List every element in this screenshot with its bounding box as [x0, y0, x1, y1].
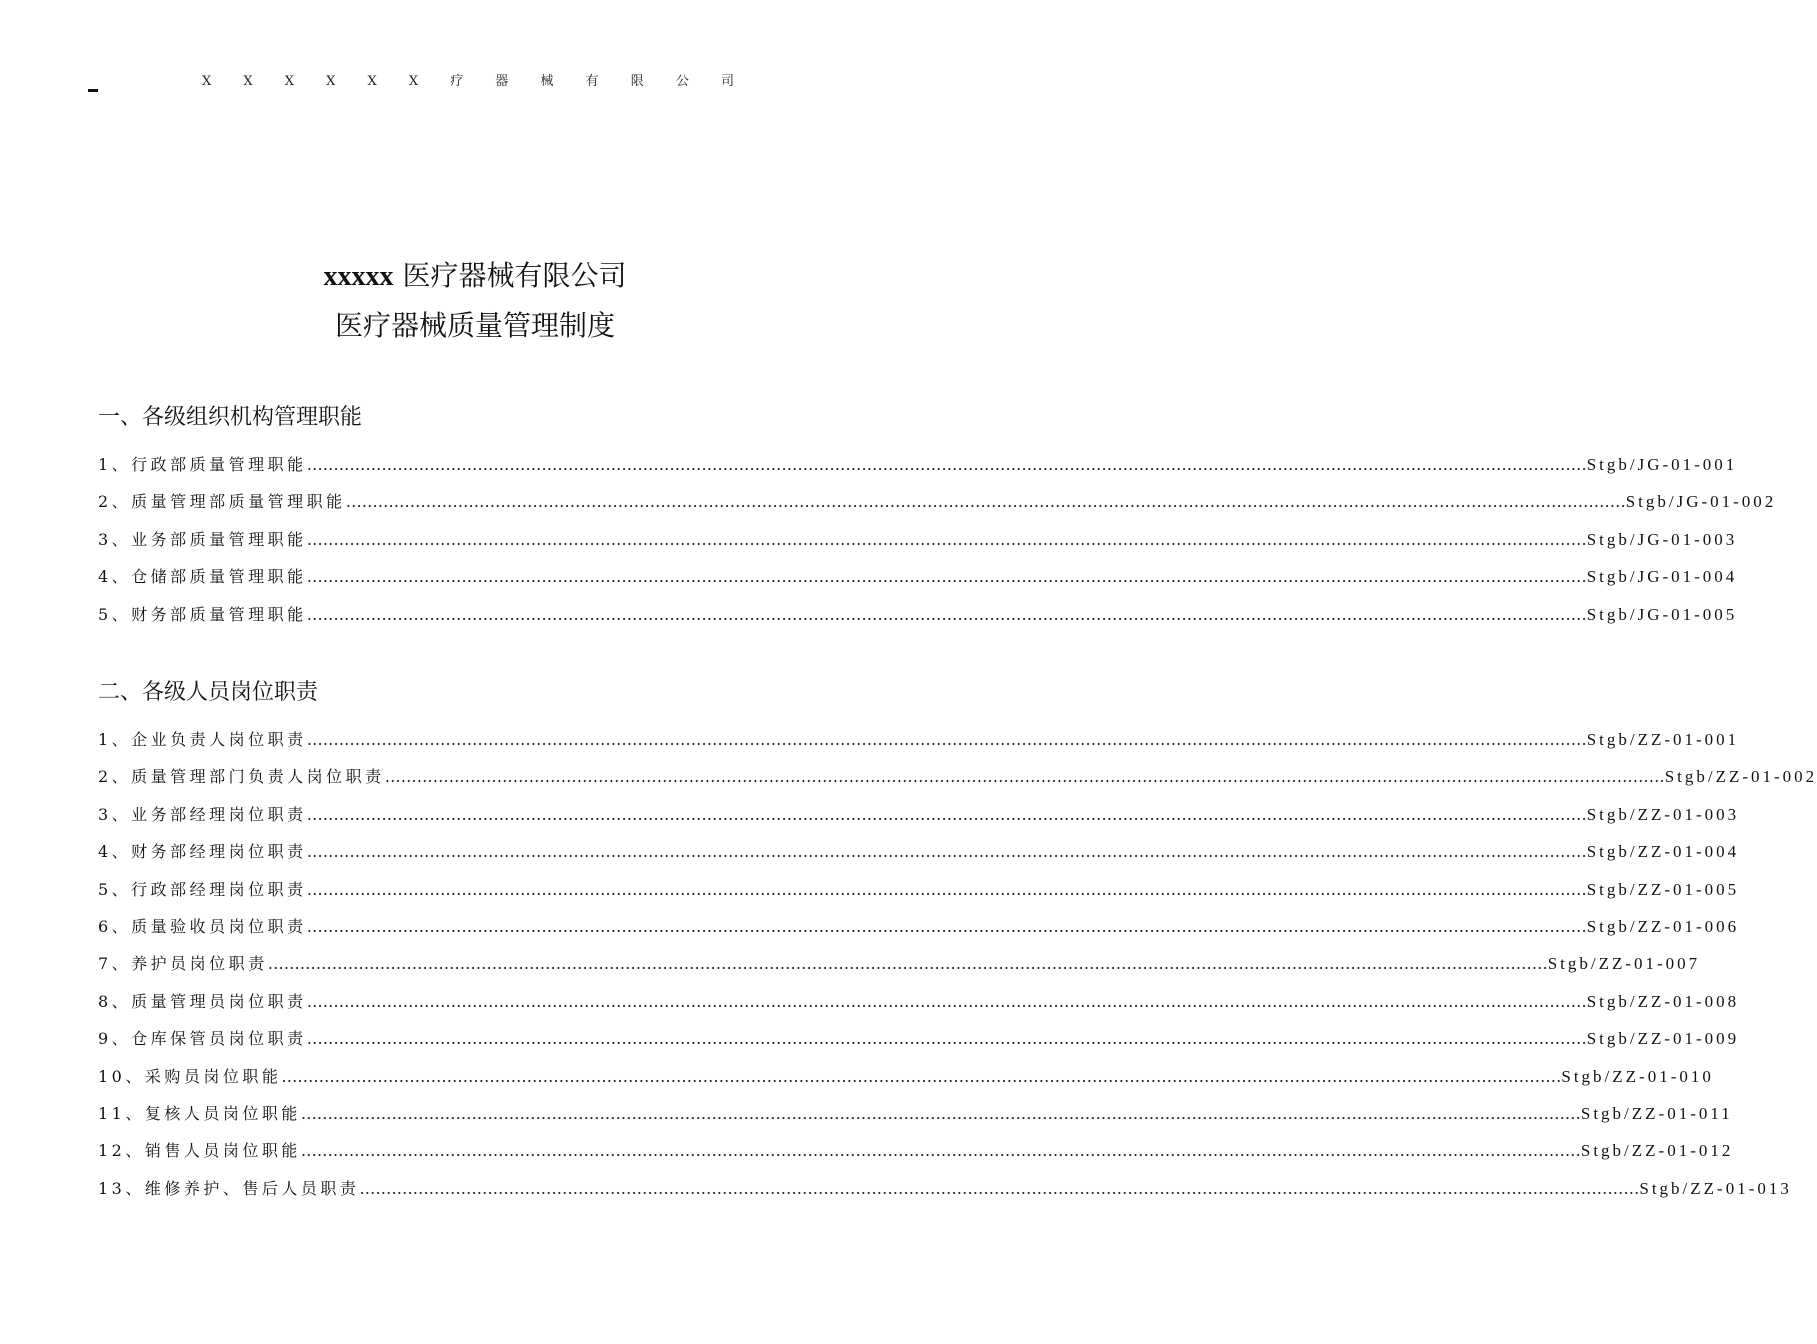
running-header: X X X X X X 疗 器 械 有 限 公 司	[201, 74, 749, 89]
document-title-line1	[0, 254, 950, 294]
toc-list-org-functions	[98, 452, 1777, 639]
toc-entry-label: 2、质量管理部门负责人岗位职责	[98, 767, 385, 787]
title-company: 医疗器械有限公司	[402, 259, 627, 292]
toc-entry[interactable]	[98, 1138, 1734, 1175]
toc-dot-leader: ……………………………………………………………………………………………………………………………………………………………………………………………………………………	[345, 492, 1626, 512]
toc-entry-code: Stgb/ZZ-01-003	[1586, 804, 1740, 824]
toc-entry-code: Stgb/ZZ-01-002	[1664, 767, 1817, 787]
toc-entry-label: 4、仓储部质量管理职能	[98, 567, 307, 587]
toc-entry[interactable]	[98, 1026, 1740, 1063]
toc-entry-code: Stgb/ZZ-01-008	[1586, 991, 1740, 1011]
toc-entry-label: 13、维修养护、售后人员职责	[98, 1178, 360, 1198]
toc-dot-leader: ……………………………………………………………………………………………………………………………………………………………………………………………………………………	[306, 529, 1587, 549]
toc-entry-code: Stgb/ZZ-01-006	[1586, 916, 1740, 936]
toc-entry-code: Stgb/ZZ-01-009	[1586, 1029, 1740, 1049]
toc-entry[interactable]	[98, 1101, 1733, 1138]
toc-entry-label: 8、质量管理员岗位职责	[98, 991, 307, 1011]
toc-dot-leader: ……………………………………………………………………………………………………………………………………………………………………………………………………………………	[306, 1029, 1587, 1049]
toc-entry-code: Stgb/JG-01-003	[1586, 529, 1738, 549]
toc-entry-code: Stgb/ZZ-01-005	[1586, 879, 1740, 899]
toc-entry-code: Stgb/ZZ-01-001	[1586, 730, 1740, 749]
toc-entry-label: 4、财务部经理岗位职责	[98, 842, 307, 862]
toc-entry-code: Stgb/ZZ-01-007	[1547, 954, 1701, 974]
toc-entry-code: Stgb/ZZ-01-013	[1639, 1178, 1792, 1198]
toc-entry-label: 7、养护员岗位职责	[98, 954, 268, 974]
toc-entry-label: 10、采购员岗位职能	[98, 1066, 282, 1086]
toc-entry[interactable]	[98, 1176, 1792, 1213]
toc-entry-label: 12、销售人员岗位职能	[98, 1141, 301, 1161]
toc-entry-code: Stgb/JG-01-001	[1586, 455, 1738, 474]
toc-entry[interactable]	[98, 951, 1701, 988]
toc-entry[interactable]	[98, 527, 1738, 564]
toc-entry[interactable]	[98, 489, 1777, 526]
toc-entry[interactable]	[98, 877, 1740, 914]
section-heading-staff-duties: 二、各级人员岗位职责	[98, 680, 319, 705]
toc-entry-label: 3、业务部经理岗位职责	[98, 804, 307, 824]
toc-entry-label: 6、质量验收员岗位职责	[98, 916, 307, 936]
toc-dot-leader: ……………………………………………………………………………………………………………………………………………………………………………………………………………………	[306, 455, 1587, 474]
toc-entry-label: 1、企业负责人岗位职责	[98, 730, 307, 749]
toc-entry-code: Stgb/ZZ-01-010	[1561, 1066, 1714, 1086]
toc-entry-label: 5、行政部经理岗位职责	[98, 879, 307, 899]
toc-entry-code: Stgb/JG-01-002	[1625, 492, 1777, 512]
toc-entry-code: Stgb/ZZ-01-012	[1580, 1141, 1734, 1161]
toc-dot-leader: ……………………………………………………………………………………………………………………………………………………………………………………………………………………	[306, 604, 1587, 624]
toc-entry-label: 2、质量管理部质量管理职能	[98, 492, 346, 512]
toc-dot-leader: ……………………………………………………………………………………………………………………………………………………………………………………………………………………	[306, 842, 1587, 862]
toc-entry[interactable]	[98, 764, 1817, 801]
toc-entry[interactable]	[98, 914, 1740, 951]
toc-entry-label: 11、复核人员岗位职能	[98, 1103, 301, 1123]
toc-entry-label: 3、业务部质量管理职能	[98, 529, 307, 549]
toc-entry-label: 5、财务部质量管理职能	[98, 604, 307, 624]
toc-dot-leader: ……………………………………………………………………………………………………………………………………………………………………………………………………………………	[300, 1141, 1581, 1161]
toc-entry[interactable]	[98, 839, 1740, 876]
toc-entry-label: 1、行政部质量管理职能	[98, 455, 307, 474]
toc-dot-leader: ……………………………………………………………………………………………………………………………………………………………………………………………………………………	[306, 991, 1587, 1011]
toc-dot-leader: ……………………………………………………………………………………………………………………………………………………………………………………………………………………	[359, 1178, 1640, 1198]
toc-entry[interactable]	[98, 1064, 1714, 1101]
toc-entry[interactable]	[98, 802, 1740, 839]
toc-entry[interactable]	[98, 452, 1738, 489]
toc-entry[interactable]	[98, 989, 1740, 1026]
toc-entry[interactable]	[98, 602, 1738, 639]
toc-dot-leader: ……………………………………………………………………………………………………………………………………………………………………………………………………………………	[300, 1103, 1581, 1123]
toc-list-staff-duties	[98, 727, 1817, 1213]
toc-entry-label: 9、仓库保管员岗位职责	[98, 1029, 307, 1049]
header-mark	[88, 89, 98, 92]
toc-dot-leader: ……………………………………………………………………………………………………………………………………………………………………………………………………………………	[306, 730, 1587, 749]
document-title-line2: 医疗器械质量管理制度	[334, 309, 615, 342]
section-heading-org-functions: 一、各级组织机构管理职能	[98, 405, 363, 430]
toc-dot-leader: ……………………………………………………………………………………………………………………………………………………………………………………………………………………	[306, 879, 1587, 899]
toc-entry-code: Stgb/JG-01-004	[1586, 567, 1738, 587]
toc-dot-leader: ……………………………………………………………………………………………………………………………………………………………………………………………………………………	[306, 567, 1587, 587]
toc-dot-leader: ……………………………………………………………………………………………………………………………………………………………………………………………………………………	[306, 804, 1587, 824]
toc-entry[interactable]	[98, 727, 1740, 764]
toc-dot-leader: ……………………………………………………………………………………………………………………………………………………………………………………………………………………	[281, 1066, 1562, 1086]
toc-dot-leader: ……………………………………………………………………………………………………………………………………………………………………………………………………………………	[267, 954, 1548, 974]
toc-dot-leader: ……………………………………………………………………………………………………………………………………………………………………………………………………………………	[384, 767, 1665, 787]
toc-entry-code: Stgb/JG-01-005	[1586, 604, 1738, 624]
toc-entry-code: Stgb/ZZ-01-011	[1580, 1103, 1733, 1123]
toc-entry-code: Stgb/ZZ-01-004	[1586, 842, 1740, 862]
toc-entry[interactable]	[98, 564, 1738, 601]
title-prefix: xxxxx	[323, 261, 394, 292]
toc-dot-leader: ……………………………………………………………………………………………………………………………………………………………………………………………………………………	[306, 916, 1587, 936]
